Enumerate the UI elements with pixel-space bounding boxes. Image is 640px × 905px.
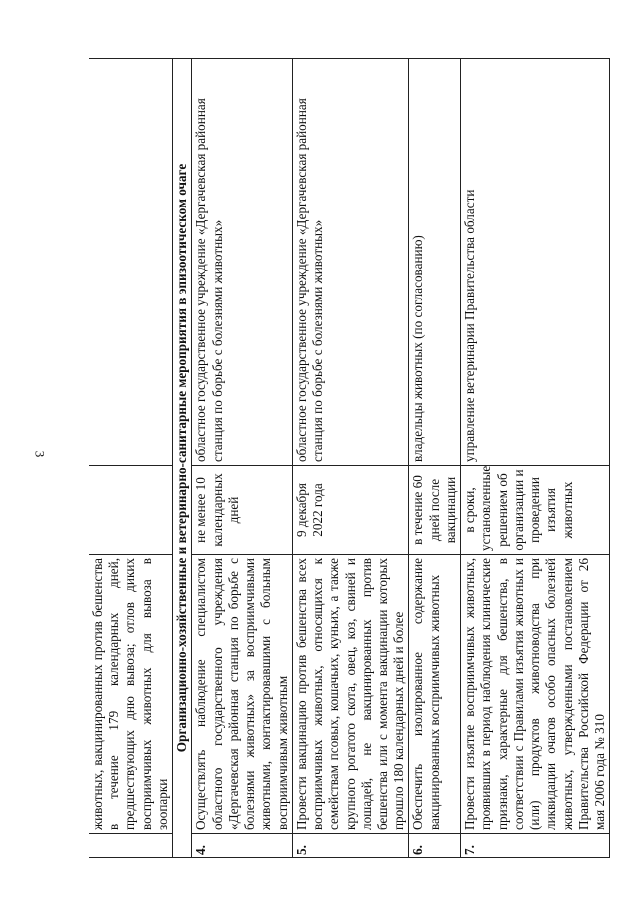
rotated-table-area [89, 58, 619, 858]
measures-table [89, 58, 610, 858]
table-row [89, 59, 173, 858]
section-row [173, 59, 192, 858]
row-num-cell [89, 834, 173, 858]
row-num-cell: 5. [292, 834, 409, 858]
table-row [192, 59, 292, 858]
action-cell: Осуществлять наблюдение специалистом областного государственного учреждения «Дергачевская районная станция по борьбе с болезнями животных» за восприимчивыми животными, контактировавшими с больным восприимчивым животным [192, 555, 292, 834]
responsible-cell: управление ветеринарии Правительства области [461, 59, 610, 466]
action-cell: Провести изъятие восприимчивых животных, проявивших в период наблюдения клинические признаки, характерные для бешенства, в соответствии с Правилами изъятия животных и (или) продуктов животноводства при ликвидации очагов особо опасных болезней животных, утвержденными постановлением Правительства Российской Федерации от 26 мая 2006 года № 310 [461, 555, 610, 834]
term-cell: в течение 60 дней после вакцинации [409, 466, 461, 555]
action-cell: животных, вакцинированных против бешенства в течение 179 календарных дней, предшествующих дню вывоза; отлов диких восприимчивых животных для вывоза в зоопарки [89, 555, 173, 834]
action-cell: Обеспечить изолированное содержание вакцинированных восприимчивых животных [409, 555, 461, 834]
table-row [461, 59, 610, 858]
row-num-cell: 4. [192, 834, 292, 858]
table-row [409, 59, 461, 858]
responsible-cell: областное государственное учреждение «Дергачевская районная станция по борьбе с болезнями животных» [192, 59, 292, 466]
page-number: 3 [32, 450, 48, 458]
term-cell: не менее 10 календарных дней [192, 466, 292, 555]
action-cell: Провести вакцинацию против бешенства всех восприимчивых животных, относящихся к семействам псовых, кошачьих, куньих, а также крупного рогатого скота, овец, коз, свиней и лошадей, не вакцинированных против бешенства или с момента вакцинации которых прошло 180 календарных дней и более [292, 555, 409, 834]
term-cell [89, 466, 173, 555]
responsible-cell: областное государственное учреждение «Дергачевская районная станция по борьбе с болезнями животных» [292, 59, 409, 466]
row-num-cell: 6. [409, 834, 461, 858]
term-cell: 9 декабря 2022 года [292, 466, 409, 555]
responsible-cell [89, 59, 173, 466]
term-cell: в сроки, установленные решением об организации и проведении изъятия животных [461, 466, 610, 555]
section-title: Организационно-хозяйственные и ветеринарно-санитарные мероприятия в эпизоотическом очаге [173, 59, 192, 858]
row-num-cell: 7. [461, 834, 610, 858]
table-row [292, 59, 409, 858]
responsible-cell: владельцы животных (по согласованию) [409, 59, 461, 466]
